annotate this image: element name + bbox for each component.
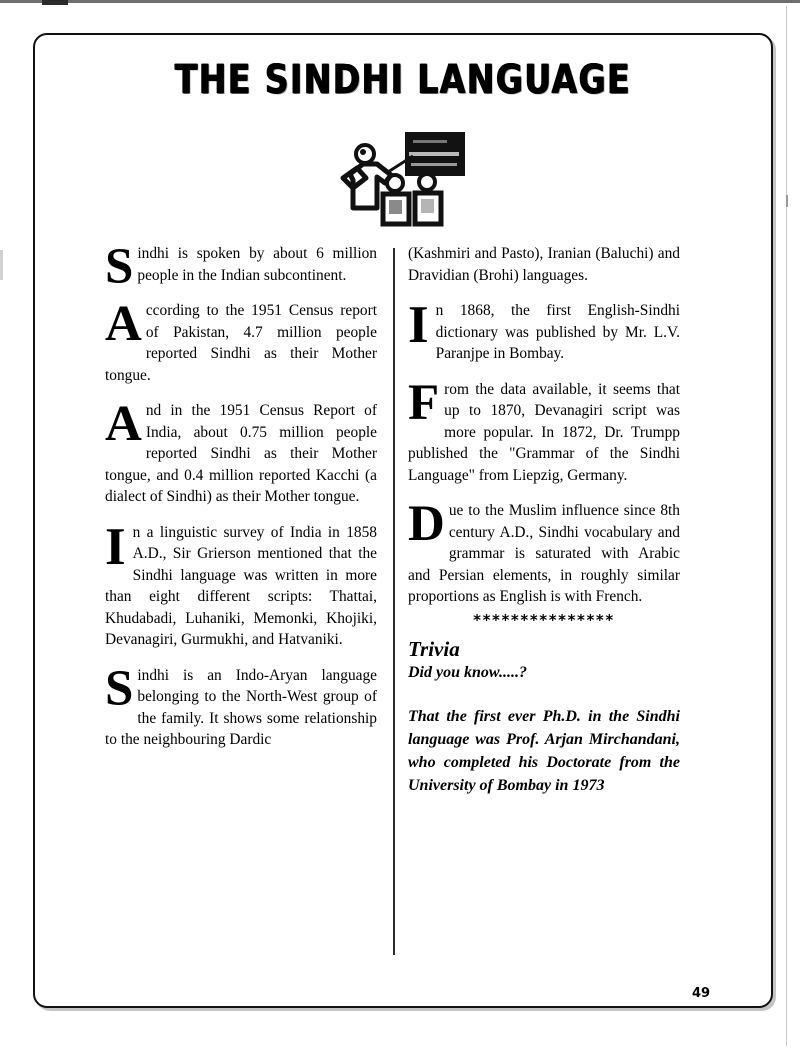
page-number: 49 [692, 986, 711, 1001]
article-header [33, 56, 773, 104]
trivia-subheading: Did you know.....? [408, 663, 527, 681]
scan-artifact-nick-right [786, 195, 788, 207]
left-column [105, 239, 377, 751]
scan-artifact-top-blob [42, 0, 68, 5]
paragraph: From the data available, it seems that up to 1870, Devanagiri script was more popular. In 1872, Dr. Trumpp published the "Grammar of the Sindhi Language" from Liepzig, Germany. [408, 374, 680, 484]
page-title: THE SINDHI LANGUAGE [174, 56, 632, 104]
scan-artifact-top-edge [0, 0, 800, 3]
teacher-at-blackboard-with-students-icon [333, 130, 473, 230]
paragraph: Sindhi is spoken by about 6 million people in the Indian subcontinent. [105, 239, 377, 295]
right-column [408, 243, 680, 797]
article-body [0, 239, 800, 968]
paragraph: Due to the Muslim influence since 8th century A.D., Sindhi vocabulary and grammar is saturated with Arabic and Persian elements, in roughly similar proportions as English is with French. [408, 496, 680, 605]
paragraph: In 1868, the first English-Sindhi dictionary was published by Mr. L.V. Paranjpe in Bombay. [408, 296, 680, 362]
paragraph: Sindhi is an Indo-Aryan language belonging to the North-West group of the family. It shows some relationship to the neighbouring Dardic [105, 660, 377, 748]
column-divider [393, 248, 395, 955]
paragraph: In a linguistic survey of India in 1858 A.D., Sir Grierson mentioned that the Sindhi language was written in more than eight different scripts: Thattai, Khudabadi, Luhaniki, Memonki, Khojiki, Devanagiri, Gurmukhi, and Hatvaniki. [105, 517, 377, 648]
asterisk-divider: *************** [473, 610, 615, 629]
trivia-section [408, 637, 680, 797]
paragraph: According to the 1951 Census report of Pakistan, 4.7 million people reported Sindhi as their Mother tongue. [105, 296, 377, 384]
paragraph-continuation: (Kashmiri and Pasto), Iranian (Baluchi) and Dravidian (Brohi) languages. [408, 245, 680, 284]
trivia-heading: Trivia [408, 636, 460, 661]
paragraph: And in the 1951 Census Report of India, about 0.75 million people reported Sindhi as their Mother tongue, and 0.4 million reported Kacchi (a dialect of Sindhi) as their Mother tongue. [105, 396, 377, 505]
trivia-body: That the first ever Ph.D. in the Sindhi language was Prof. Arjan Mirchandani, who completed his Doctorate from the University of Bombay in 1973 [408, 707, 680, 794]
